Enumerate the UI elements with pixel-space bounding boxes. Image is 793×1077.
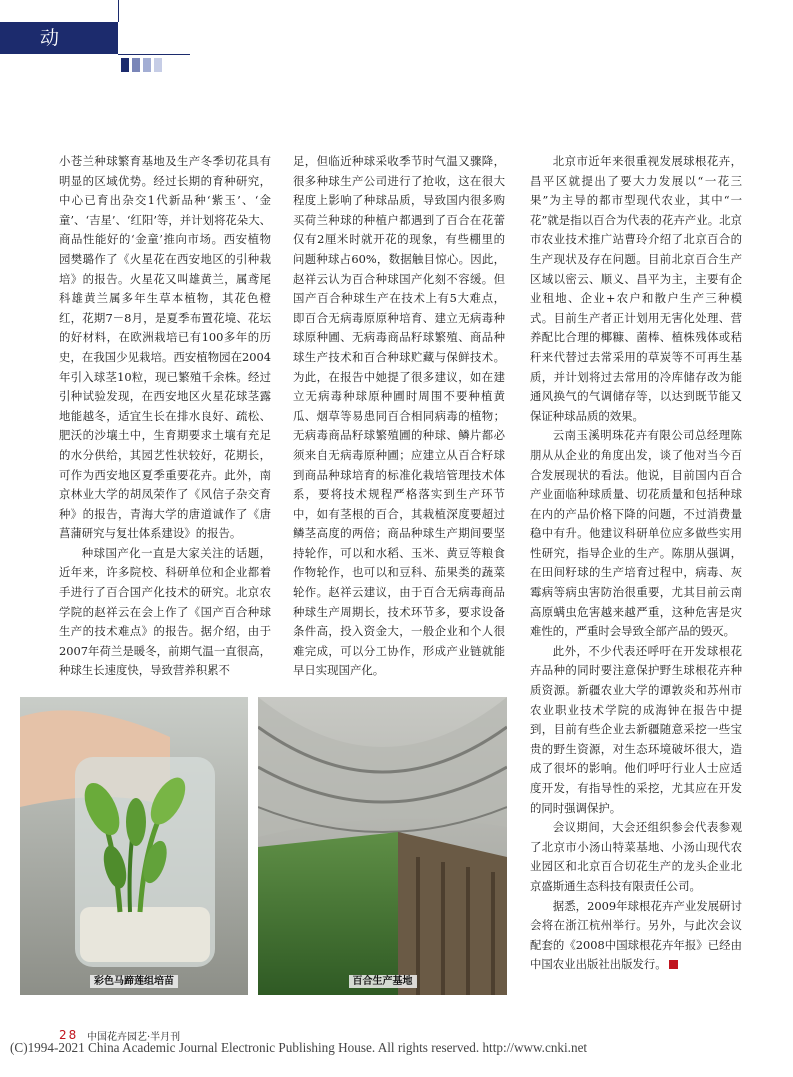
header-rule-horizontal [118, 54, 190, 55]
article-paragraph: 会议期间，大会还组织参会代表参观了北京市小汤山特菜基地、小汤山现代农业园区和北京百合切花生产的龙头企业北京盛斯通生态科技有限责任公司。 [530, 820, 742, 893]
header-decoration [121, 58, 162, 72]
copyright-line: (C)1994-2021 China Academic Journal Electronic Publishing House. All rights reserved. http://www.cnki.net [10, 1040, 588, 1055]
article-column-3 [530, 152, 742, 975]
photo-lily-greenhouse [258, 697, 507, 995]
decor-block [143, 58, 151, 72]
article-paragraph: 此外，不少代表还呼吁在开发球根花卉品种的同时要注意保护野生球根花卉种质资源。新疆农业大学的谭敦炎和苏州市农业职业技术学院的成海钟在报告中提到，目前有些企业去新疆随意采挖一些宝贵的野生资源，对生态环境破坏很大，造成了很坏的影响。他们呼吁行业人士应适度开发，有指导性的采挖，尤其应在开发的同时强调保护。 [530, 643, 742, 815]
decor-block [121, 58, 129, 72]
article-paragraph: 小苍兰种球繁育基地及生产冬季切花具有明显的区域优势。经过长期的育种研究，中心已育出杂交1代新品种‘紫玉’、‘金童’、‘吉星’、‘红阳’等，并计划将花朵大、商品性能好的‘金童’推向市场。西安植物园樊璐作了《火星花在西安地区的引种栽培》的报告。火星花又叫雄黄兰，属鸢尾科雄黄兰属多年生草本植物，其花色橙红，花期7－8月，是夏季布置花境、花坛的好材料，在欧洲栽培已有100多年的历史，在我国少见栽培。西安植物园在2004年引入球茎10粒，现已繁殖千余株。经过引种试验发现，在西安地区火星花球茎露地能越冬，适宜生长在排水良好、疏松、肥沃的沙壤土中，生育期要求土壤有充足的水分供给，其园艺性状较好，花期长，可作为西安地区夏季重要花卉。此外，南京林业大学的胡凤荣作了《风信子杂交育种》的报告，青海大学的唐道诚作了《唐菖蒲研究与复壮体系建设》的报告。 [59, 154, 271, 541]
end-of-article-mark [669, 960, 678, 969]
calla-jar-image [20, 697, 248, 995]
article-paragraph: 种球国产化一直是大家关注的话题，近年来，许多院校、科研单位和企业都着手进行了百合国产化技术的研究。北京农学院的赵祥云在会上作了《国产百合种球生产的技术难点》的报告。据介绍，由于2007年荷兰是暖冬，前期气温一直很高，种球生长速度快，导致营养积累不 [59, 545, 271, 678]
article-paragraph: 据悉，2009年球根花卉产业发展研讨会将在浙江杭州举行。另外，与此次会议配套的《2008中国球根花卉年报》已经由中国农业出版社出版发行。 [530, 898, 742, 972]
header-rule-vertical [118, 0, 119, 22]
figure-caption: 百合生产基地 [258, 972, 507, 987]
article-paragraph: 云南玉溪明珠花卉有限公司总经理陈朋从从企业的角度出发，谈了他对当今百合发展现状的看法。他说，目前国内百合产业面临种球质量、切花质量和包括种球在内的产品价格下降的问题，不过消费量稳中有升。他建议科研单位应多做些实用性研究，指导企业的生产。陈朋从强调，在田间籽球的生产培育过程中，病毒、灰霉病等病虫害防治很重要，尤其目前云南高原螨虫危害越来越严重，这种危害是灾难性的，严重时会导致全部产品的毁灭。 [530, 428, 742, 639]
decor-block [132, 58, 140, 72]
journal-name: 中国花卉园艺·半月刊 [87, 1032, 181, 1043]
greenhouse-image [258, 697, 507, 995]
article-column-1 [59, 152, 271, 681]
article-column-2 [293, 152, 505, 681]
decor-block [154, 58, 162, 72]
section-label: 动 态 [0, 22, 118, 54]
figure-caption: 彩色马蹄莲组培苗 [20, 972, 248, 987]
page-number: 28 [59, 1028, 79, 1042]
article-paragraph: 北京市近年来很重视发展球根花卉，昌平区就提出了要大力发展以“一花三果”为主导的都市型现代农业，其中“一花”就是指以百合为代表的花卉产业。北京市农业技术推广站曹玲介绍了北京百合的生产现状及存在问题。目前北京百合生产区域以密云、顺义、昌平为主，主要有企业租地、企业+农户和散户生产三种模式。目前生产者正计划用无害化处理、营养配比合理的椰糠、菌棒、植株残体或秸秆来代替过去常采用的草炭等不可再生基质，并计划将过去常用的冷库储存改为能通风换气的气调储存等，以达到既节能又保证种球品质的效果。 [530, 154, 742, 423]
article-paragraph: 足，但临近种球采收季节时气温又骤降，很多种球生产公司进行了抢收，这在很大程度上影响了种球品质，导致国内很多购买荷兰种球的种植户都遇到了百合在花蕾仅有2厘米时就开花的现象，有些棚里的问题种球占60%，数据触目惊心。因此，赵祥云认为百合种球国产化刻不容缓。但国产百合种球生产在技术上有5大难点，即百合无病毒原原种培育、建立无病毒种球原种圃、无病毒商品籽球繁殖、商品种球生产技术和百合种球贮藏与保鲜技术。为此，在报告中她提了很多建议，如在建立无病毒种球原种圃时周围不要种植黄瓜、烟草等易患同百合相同病毒的植物；无病毒商品籽球繁殖圃的种球、鳞片都必须来自无病毒原种圃；应建立从百合籽球到商品种球培育的标准化栽培管理技术体系，要将技术规程严格落实到生产环节中，如有茎根的百合，其栽植深度要超过鳞茎高度的两倍；商品种球生产期间要坚持轮作，可以和水稻、玉米、黄豆等粮食作物轮作，也可以和豆科、茄果类的蔬菜轮作。赵祥云建议，由于百合无病毒商品种球生产周期长，技术环节多，要求设备条件高，投入资金大，一般企业和个人很难完成，可以分工协作，形成产业链就能早日实现国产化。 [293, 154, 505, 678]
photo-calla-tissue-culture [20, 697, 248, 995]
